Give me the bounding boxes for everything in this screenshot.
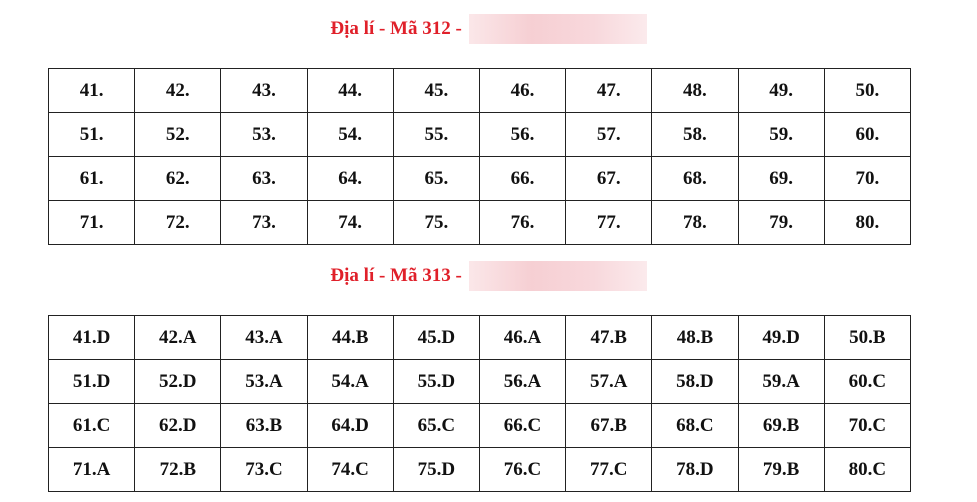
answer-cell: 57.A: [566, 360, 652, 404]
answer-cell: 45.D: [393, 316, 479, 360]
redacted-region: [469, 261, 647, 291]
answer-cell: 76.: [479, 201, 565, 245]
answer-cell: 63.B: [221, 404, 307, 448]
answer-cell: 65.: [393, 157, 479, 201]
table-row: [49, 157, 911, 201]
answer-cell: 64.D: [307, 404, 393, 448]
answer-cell: 41.D: [49, 316, 135, 360]
answer-cell: 60.C: [824, 360, 910, 404]
section-title-wrap: [330, 261, 646, 291]
table-row: [49, 69, 911, 113]
answer-cell: 49.: [738, 69, 824, 113]
answer-cell: 64.: [307, 157, 393, 201]
answer-cell: 66.C: [479, 404, 565, 448]
answer-cell: 68.: [652, 157, 738, 201]
answer-cell: 65.C: [393, 404, 479, 448]
answer-cell: 55.: [393, 113, 479, 157]
answer-cell: 61.C: [49, 404, 135, 448]
answer-cell: 51.D: [49, 360, 135, 404]
answer-cell: 72.: [135, 201, 221, 245]
answer-cell: 56.A: [479, 360, 565, 404]
answer-cell: 70.: [824, 157, 910, 201]
answer-cell: 57.: [566, 113, 652, 157]
answer-cell: 45.: [393, 69, 479, 113]
answer-cell: 43.A: [221, 316, 307, 360]
answer-cell: 46.A: [479, 316, 565, 360]
answer-cell: 76.C: [479, 448, 565, 492]
answer-cell: 72.B: [135, 448, 221, 492]
answer-cell: 67.B: [566, 404, 652, 448]
answer-cell: 78.: [652, 201, 738, 245]
answer-cell: 68.C: [652, 404, 738, 448]
answer-cell: 53.A: [221, 360, 307, 404]
table-row: [49, 113, 911, 157]
answer-cell: 74.: [307, 201, 393, 245]
answer-cell: 71.: [49, 201, 135, 245]
answer-cell: 67.: [566, 157, 652, 201]
answer-cell: 54.: [307, 113, 393, 157]
answer-cell: 69.: [738, 157, 824, 201]
answer-cell: 58.D: [652, 360, 738, 404]
answer-cell: 48.: [652, 69, 738, 113]
section-title-text: Địa lí - Mã 313 -: [330, 265, 467, 286]
section-title-313: [0, 260, 977, 292]
answer-cell: 62.: [135, 157, 221, 201]
answer-cell: 71.A: [49, 448, 135, 492]
answer-cell: 53.: [221, 113, 307, 157]
answer-cell: 46.: [479, 69, 565, 113]
answer-cell: 69.B: [738, 404, 824, 448]
answer-cell: 60.: [824, 113, 910, 157]
answer-cell: 43.: [221, 69, 307, 113]
answer-cell: 55.D: [393, 360, 479, 404]
answer-cell: 50.: [824, 69, 910, 113]
answer-table-312: [48, 68, 911, 245]
table-row: [49, 316, 911, 360]
answer-cell: 59.A: [738, 360, 824, 404]
answer-cell: 42.: [135, 69, 221, 113]
answer-cell: 47.: [566, 69, 652, 113]
answer-cell: 52.: [135, 113, 221, 157]
answer-cell: 66.: [479, 157, 565, 201]
answer-cell: 70.C: [824, 404, 910, 448]
answer-cell: 77.: [566, 201, 652, 245]
section-title-312: [0, 13, 977, 45]
answer-cell: 75.: [393, 201, 479, 245]
answer-cell: 51.: [49, 113, 135, 157]
answer-cell: 44.B: [307, 316, 393, 360]
answer-cell: 50.B: [824, 316, 910, 360]
answer-cell: 41.: [49, 69, 135, 113]
answer-cell: 47.B: [566, 316, 652, 360]
answer-cell: 79.B: [738, 448, 824, 492]
answer-cell: 63.: [221, 157, 307, 201]
answer-cell: 52.D: [135, 360, 221, 404]
answer-table-313: [48, 315, 911, 492]
answer-cell: 77.C: [566, 448, 652, 492]
section-title-wrap: [330, 14, 646, 44]
table-row: [49, 448, 911, 492]
answer-cell: 56.: [479, 113, 565, 157]
answer-cell: 58.: [652, 113, 738, 157]
answer-cell: 48.B: [652, 316, 738, 360]
answer-cell: 73.C: [221, 448, 307, 492]
answer-cell: 61.: [49, 157, 135, 201]
answer-cell: 73.: [221, 201, 307, 245]
section-title-text: Địa lí - Mã 312 -: [330, 18, 467, 39]
answer-cell: 49.D: [738, 316, 824, 360]
answer-cell: 79.: [738, 201, 824, 245]
answer-cell: 44.: [307, 69, 393, 113]
answer-cell: 42.A: [135, 316, 221, 360]
answer-cell: 62.D: [135, 404, 221, 448]
redacted-region: [469, 14, 647, 44]
table-row: [49, 404, 911, 448]
answer-cell: 80.: [824, 201, 910, 245]
answer-cell: 80.C: [824, 448, 910, 492]
answer-cell: 59.: [738, 113, 824, 157]
answer-cell: 74.C: [307, 448, 393, 492]
answer-cell: 54.A: [307, 360, 393, 404]
answer-cell: 75.D: [393, 448, 479, 492]
table-row: [49, 201, 911, 245]
table-row: [49, 360, 911, 404]
answer-cell: 78.D: [652, 448, 738, 492]
